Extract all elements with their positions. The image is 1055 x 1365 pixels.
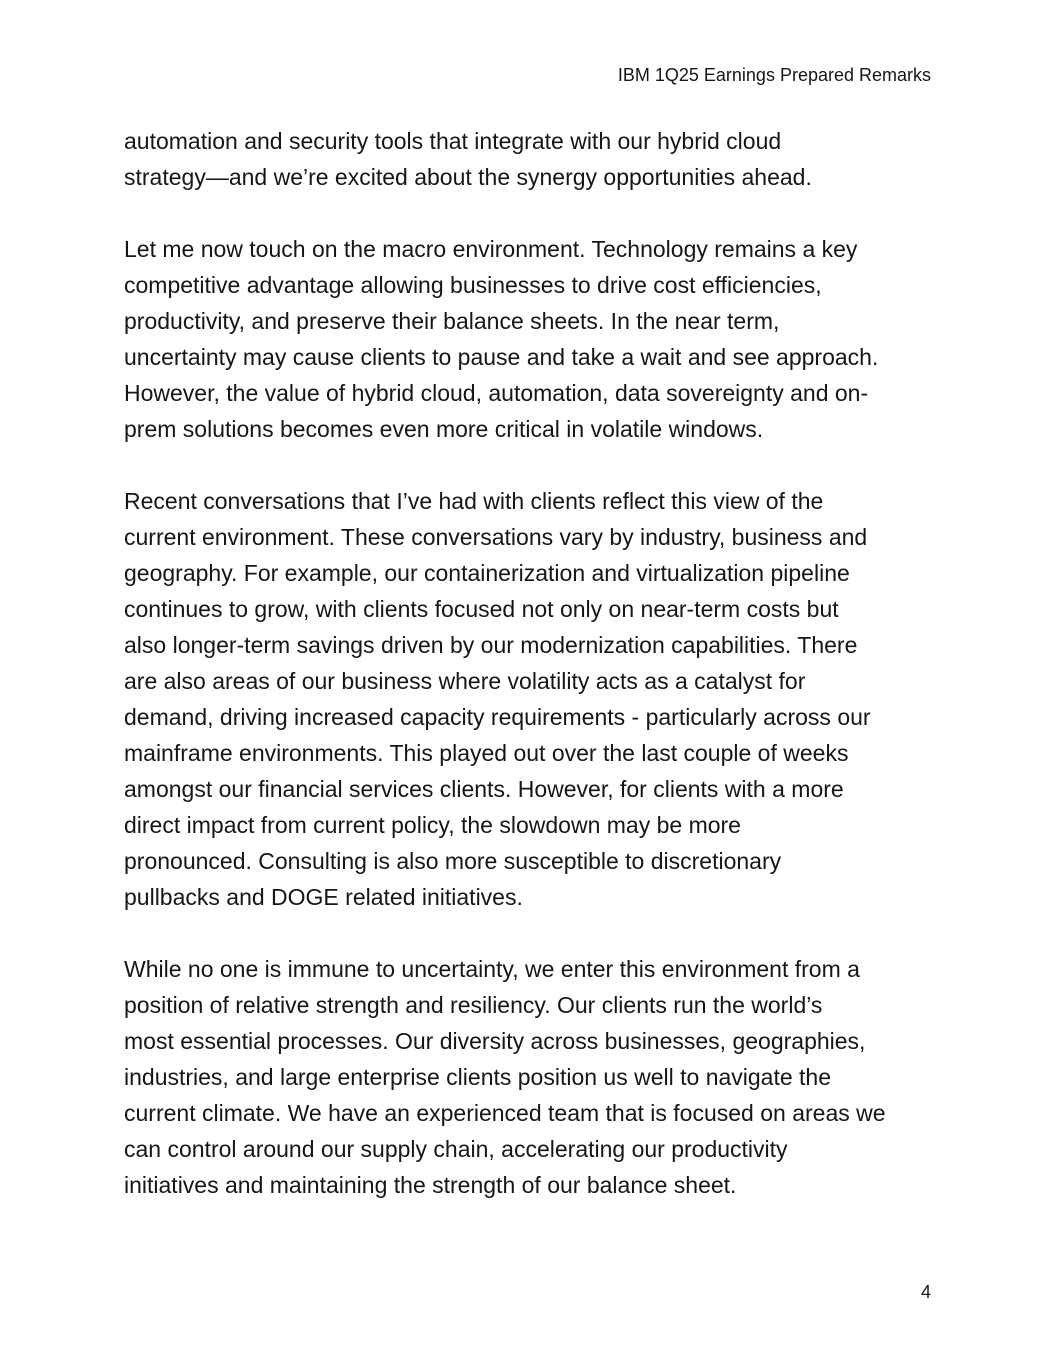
page-number: 4 — [920, 1282, 931, 1302]
paragraph: automation and security tools that integrate with our hybrid cloud strategy—and we’re excited about the synergy opportunities ahead. — [124, 128, 812, 190]
document-body — [124, 123, 934, 1203]
paragraph: Let me now touch on the macro environment. Technology remains a key competitive advantage allowing businesses to drive cost efficiencies, productivity, and preserve their balance sheets. In the near term, uncertainty may cause clients to pause and take a wait and see approach. However, the value of hybrid cloud, automation, data sovereignty and on- prem solutions becomes even more critical in volatile windows. — [124, 236, 879, 442]
paragraph: Recent conversations that I’ve had with clients reflect this view of the current environment. These conversations vary by industry, business and geography. For example, our containerization and virtualization pipeline continues to grow, with clients focused not only on near-term costs but also longer-term savings driven by our modernization capabilities. There are also areas of our business where volatility acts as a catalyst for demand, driving increased capacity requirements - particularly across our mainframe environments. This played out over the last couple of weeks amongst our financial services clients. However, for clients with a more direct impact from current policy, the slowdown may be more pronounced. Consulting is also more susceptible to discretionary pullbacks and DOGE related initiatives. — [124, 488, 871, 910]
page-header: IBM 1Q25 Earnings Prepared Remarks — [617, 65, 931, 85]
paragraph: While no one is immune to uncertainty, we enter this environment from a position of relative strength and resiliency. Our clients run the world’s most essential processes. Our diversity across businesses, geographies, industries, and large enterprise clients position us well to navigate the current climate. We have an experienced team that is focused on areas we can control around our supply chain, accelerating our productivity initiatives and maintaining the strength of our balance sheet. — [124, 956, 886, 1198]
